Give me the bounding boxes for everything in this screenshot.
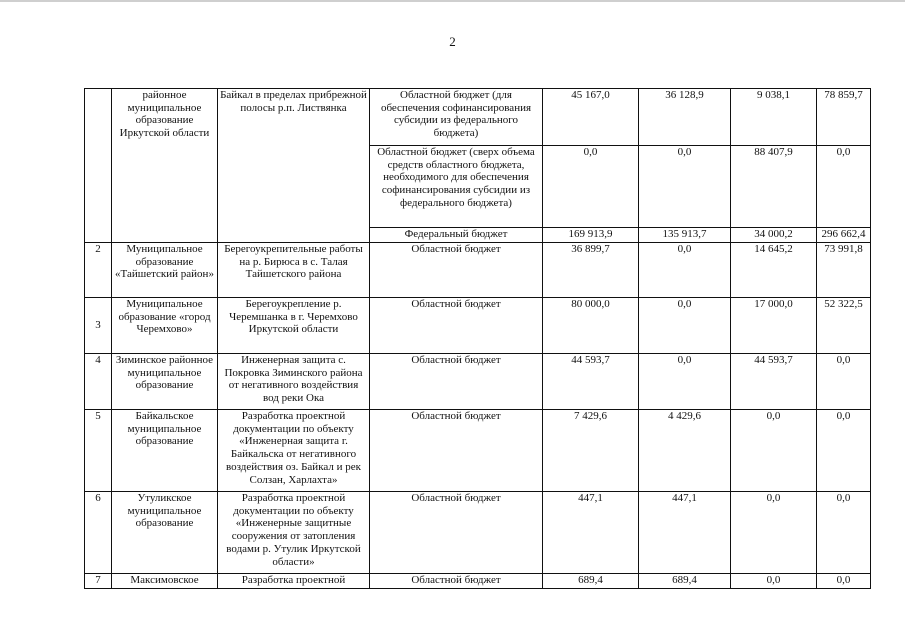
municipality-cell: районное муниципальное образование Иркутской области: [112, 89, 218, 243]
row-number: 3: [85, 298, 112, 354]
row-number: 5: [85, 410, 112, 492]
value-cell: 296 662,4: [817, 228, 871, 243]
object-cell: Байкал в пределах прибрежной полосы р.п. Листвянка: [218, 89, 370, 243]
value-cell: 80 000,0: [543, 298, 639, 354]
value-cell: 0,0: [731, 492, 817, 574]
funding-source-cell: Областной бюджет: [370, 298, 543, 354]
value-cell: 0,0: [817, 492, 871, 574]
value-cell: 0,0: [639, 243, 731, 298]
object-cell: Разработка проектной: [218, 574, 370, 589]
value-cell: 0,0: [817, 410, 871, 492]
value-cell: 689,4: [639, 574, 731, 589]
value-cell: 34 000,2: [731, 228, 817, 243]
value-cell: 447,1: [543, 492, 639, 574]
object-cell: Разработка проектной документации по объекту «Инженерная защита г. Байкальска от негативного воздействия оз. Байкал и рек Солзан, Харлахта»: [218, 410, 370, 492]
row-number: 7: [85, 574, 112, 589]
value-cell: 9 038,1: [731, 89, 817, 146]
table-row: [85, 492, 871, 574]
funding-source-cell: Федеральный бюджет: [370, 228, 543, 243]
value-cell: 14 645,2: [731, 243, 817, 298]
value-cell: 88 407,9: [731, 146, 817, 228]
municipality-cell: Зиминское районное муниципальное образование: [112, 354, 218, 410]
value-cell: 44 593,7: [731, 354, 817, 410]
value-cell: 135 913,7: [639, 228, 731, 243]
top-border-line: [0, 0, 905, 2]
value-cell: 17 000,0: [731, 298, 817, 354]
municipality-cell: Максимовское: [112, 574, 218, 589]
value-cell: 0,0: [639, 146, 731, 228]
table-row: [85, 243, 871, 298]
value-cell: 45 167,0: [543, 89, 639, 146]
value-cell: 0,0: [639, 298, 731, 354]
value-cell: 0,0: [639, 354, 731, 410]
table-row: [85, 89, 871, 146]
object-cell: Инженерная защита с. Покровка Зиминского района от негативного воздействия вод реки Ока: [218, 354, 370, 410]
table-row: [85, 574, 871, 589]
municipality-cell: Байкальское муниципальное образование: [112, 410, 218, 492]
value-cell: 44 593,7: [543, 354, 639, 410]
funding-source-cell: Областной бюджет (сверх объема средств областного бюджета, необходимого для обеспечения софинансирования субсидии из федерального бюджета): [370, 146, 543, 228]
object-cell: Разработка проектной документации по объекту «Инженерные защитные сооружения от затопления водами р. Утулик Иркутской области»: [218, 492, 370, 574]
object-cell: Берегоукрепление р. Черемшанка в г. Черемхово Иркутской области: [218, 298, 370, 354]
municipality-cell: Муниципальное образование «город Черемхово»: [112, 298, 218, 354]
value-cell: 4 429,6: [639, 410, 731, 492]
funding-source-cell: Областной бюджет (для обеспечения софинансирования субсидии из федерального бюджета): [370, 89, 543, 146]
funding-source-cell: Областной бюджет: [370, 410, 543, 492]
value-cell: 0,0: [817, 354, 871, 410]
value-cell: 0,0: [731, 410, 817, 492]
funding-source-cell: Областной бюджет: [370, 492, 543, 574]
funding-source-cell: Областной бюджет: [370, 574, 543, 589]
value-cell: 447,1: [639, 492, 731, 574]
value-cell: 0,0: [817, 574, 871, 589]
value-cell: 0,0: [731, 574, 817, 589]
row-number: 4: [85, 354, 112, 410]
municipality-cell: Утуликское муниципальное образование: [112, 492, 218, 574]
value-cell: 169 913,9: [543, 228, 639, 243]
value-cell: 36 899,7: [543, 243, 639, 298]
row-number: 2: [85, 243, 112, 298]
value-cell: 73 991,8: [817, 243, 871, 298]
funding-source-cell: Областной бюджет: [370, 243, 543, 298]
table-row: [85, 410, 871, 492]
value-cell: 36 128,9: [639, 89, 731, 146]
value-cell: 52 322,5: [817, 298, 871, 354]
object-cell: Берегоукрепительные работы на р. Бирюса в с. Талая Тайшетского района: [218, 243, 370, 298]
table-row: [85, 354, 871, 410]
value-cell: 7 429,6: [543, 410, 639, 492]
page-number: 2: [449, 34, 456, 49]
funding-table: [84, 88, 871, 589]
funding-source-cell: Областной бюджет: [370, 354, 543, 410]
value-cell: 0,0: [543, 146, 639, 228]
row-number: [85, 89, 112, 243]
value-cell: 689,4: [543, 574, 639, 589]
table-row: [85, 298, 871, 354]
value-cell: 78 859,7: [817, 89, 871, 146]
value-cell: 0,0: [817, 146, 871, 228]
row-number: 6: [85, 492, 112, 574]
municipality-cell: Муниципальное образование «Тайшетский район»: [112, 243, 218, 298]
